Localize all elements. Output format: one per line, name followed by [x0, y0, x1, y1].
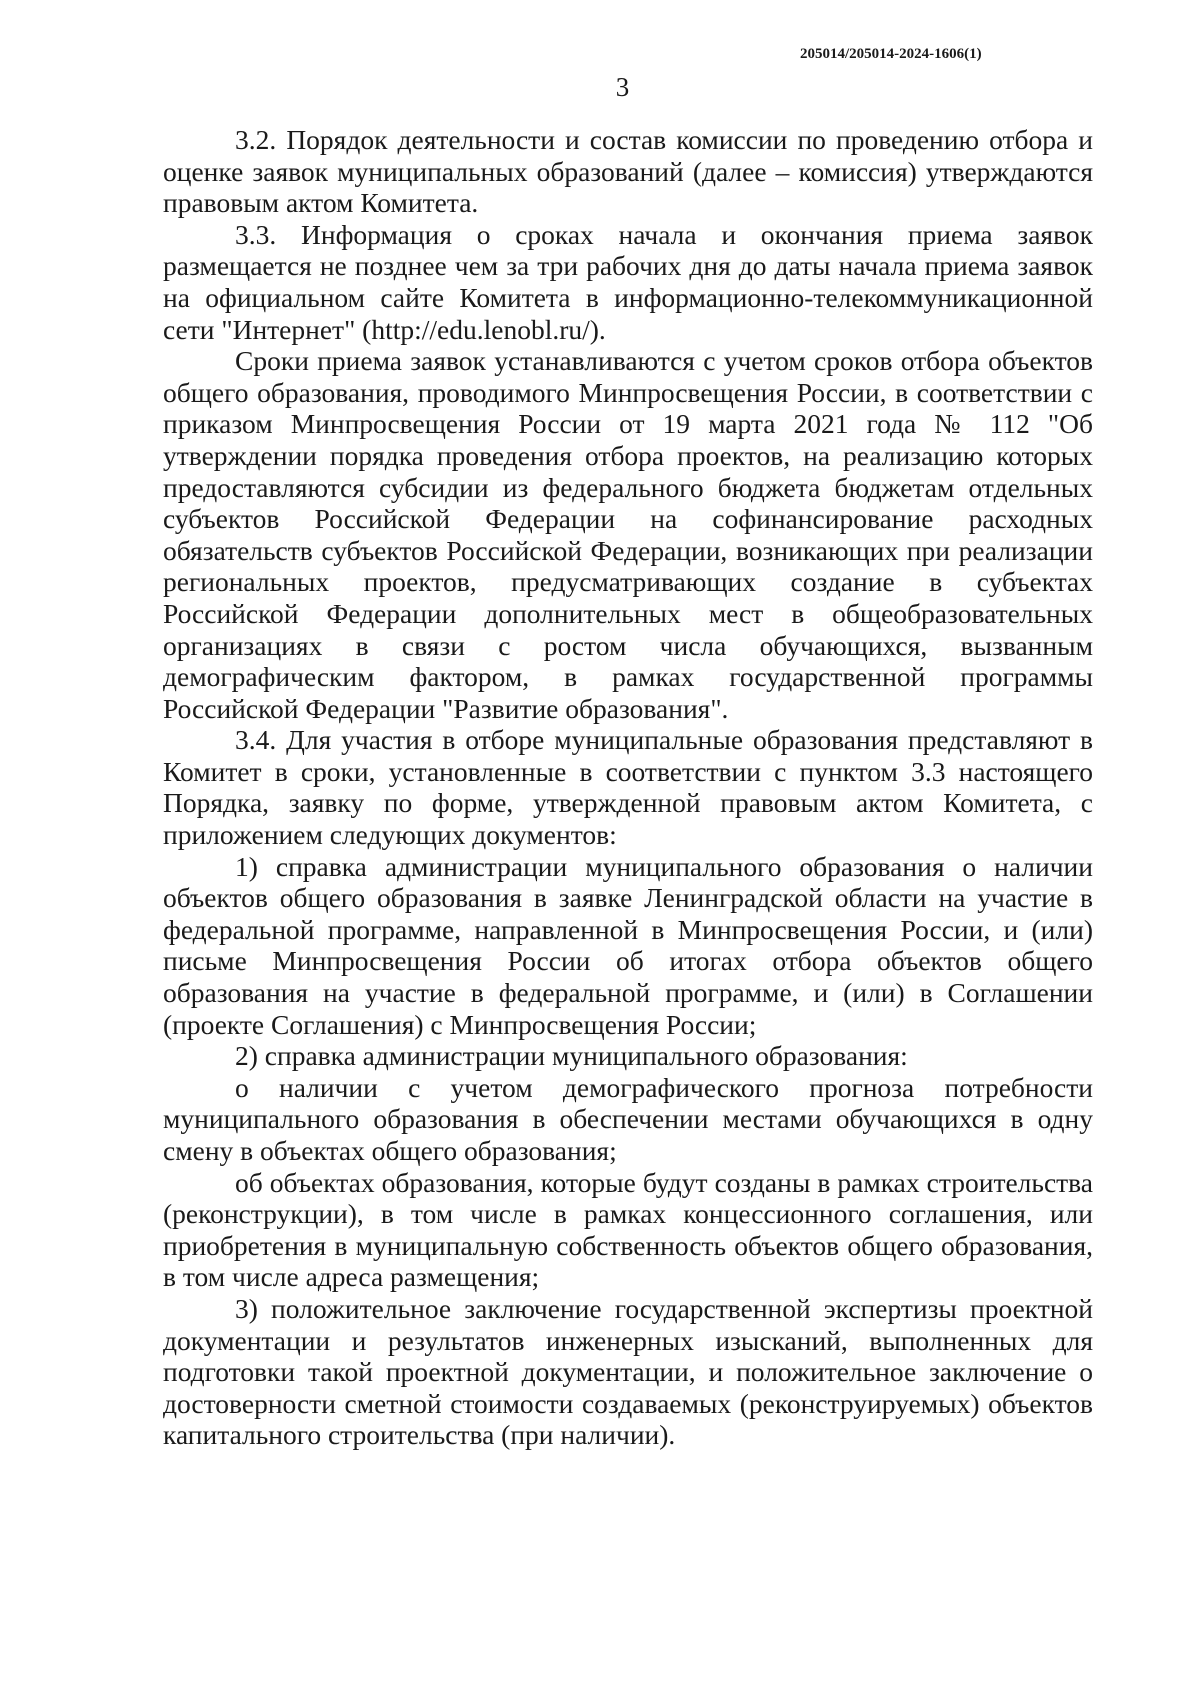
paragraph-3-3: 3.3. Информация о сроках начала и окончания приема заявок размещается не позднее чем за три рабочих дня до даты начала приема заявок на официальном сайте Комитета в информационно-телекоммуникационной сети "Интернет" (http://edu.lenobl.ru/). [163, 218, 1093, 345]
list-item-1: 1) справка администрации муниципального образования о наличии объектов общего образования в заявке Ленинградской области на участие в федеральной программе, направленной в Минпросвещения России, и (или) письме Минпросвещения России об итогах отбора объектов общего образования на участие в федеральной программе, и (или) в Соглашении (проекте Соглашения) с Минпросвещения России; [163, 850, 1093, 1040]
list-item-3: 3) положительное заключение государственной экспертизы проектной документации и результатов инженерных изысканий, выполненных для подготовки такой проектной документации, и положительное заключение о достоверности сметной стоимости создаваемых (реконструируемых) объектов капитального строительства (при наличии). [163, 1292, 1093, 1451]
document-body [163, 124, 1093, 1451]
paragraph-3-2: 3.2. Порядок деятельности и состав комиссии по проведению отбора и оценке заявок муниципальных образований (далее – комиссия) утверждаются правовым актом Комитета. [163, 124, 1093, 219]
document-registration-number: 205014/205014-2024-1606(1) [800, 46, 982, 62]
paragraph-3-4: 3.4. Для участия в отборе муниципальные образования представляют в Комитет в сроки, установленные в соответствии с пунктом 3.3 настоящего Порядка, заявку по форме, утвержденной правовым актом Комитета, с приложением следующих документов: [163, 724, 1093, 851]
page-number: 3 [615, 72, 630, 102]
list-item-2-sub-objects: об объектах образования, которые будут созданы в рамках строительства (реконструкции), в том числе в рамках концессионного соглашения, или приобретения в муниципальную собственность объектов общего образования, в том числе адреса размещения; [163, 1166, 1093, 1293]
list-item-2-sub-demographic: о наличии с учетом демографического прогноза потребности муниципального образования в обеспечении местами обучающихся в одну смену в объектах общего образования; [163, 1071, 1093, 1166]
paragraph-application-terms: Сроки приема заявок устанавливаются с учетом сроков отбора объектов общего образования, проводимого Минпросвещения России, в соответствии с приказом Минпросвещения России от 19 марта 2021 года № 112 "Об утверждении порядка проведения отбора проектов, на реализацию которых предоставляются субсидии из федерального бюджета бюджетам отдельных субъектов Российской Федерации на софинансирование расходных обязательств субъектов Российской Федерации, возникающих при реализации региональных проектов, предусматривающих создание в субъектах Российской Федерации дополнительных мест в общеобразовательных организациях в связи с ростом числа обучающихся, вызванным демографическим фактором, в рамках государственной программы Российской Федерации "Развитие образования". [163, 345, 1093, 724]
list-item-2: 2) справка администрации муниципального образования: [235, 1040, 908, 1072]
